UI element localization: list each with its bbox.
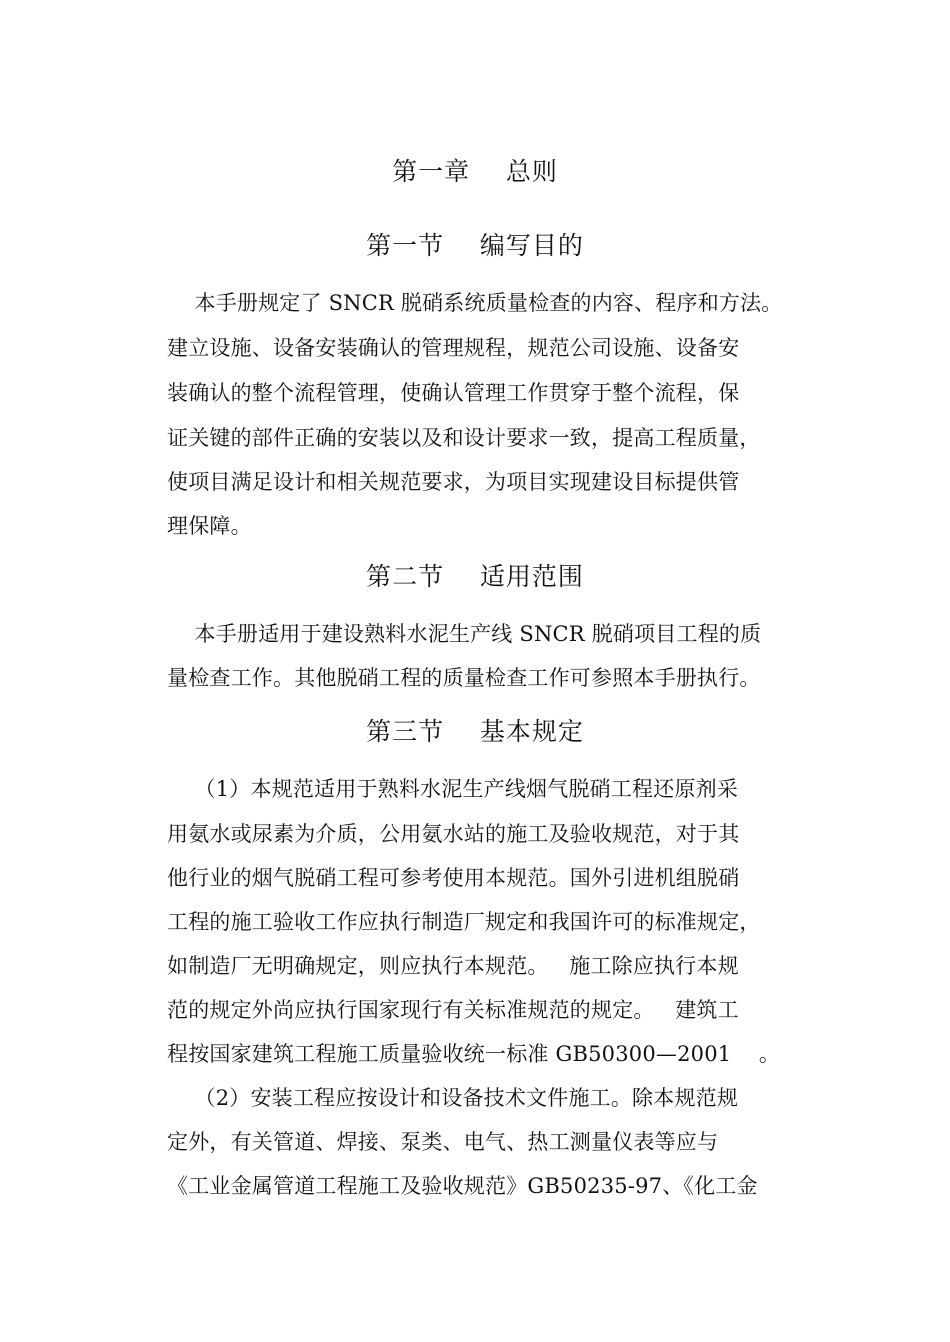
section-3-line-6: 范的规定外尚应执行国家现行有关标准规范的规定。 建筑工 xyxy=(167,998,739,1022)
section-1-line-1: 本手册规定了 SNCR 脱硝系统质量检查的内容、程序和方法。 xyxy=(167,291,783,315)
section-2-line-2: 量检查工作。其他脱硝工程的质量检查工作可参照本手册执行。 xyxy=(167,666,761,690)
section-1-line-3: 装确认的整个流程管理，使确认管理工作贯穿于整个流程，保 xyxy=(167,381,740,405)
section-3-line-5: 如制造厂无明确规定，则应执行本规范。 施工除应执行本规 xyxy=(167,954,739,978)
section-3-line-7: 程按国家建筑工程施工质量验收统一标准 GB50300—2001 。 xyxy=(167,1042,781,1066)
chapter-title: 第一章 总则 xyxy=(392,157,558,186)
section-3-title: 第三节 基本规定 xyxy=(366,717,584,746)
section-3-line-8: （2）安装工程应按设计和设备技术文件施工。除本规范规 xyxy=(167,1086,739,1110)
section-1-line-4: 证关键的部件正确的安装以及和设计要求一致，提高工程质量， xyxy=(167,426,761,450)
section-3-line-4: 工程的施工验收工作应执行制造厂规定和我国许可的标准规定， xyxy=(167,910,761,934)
section-3-line-10: 《工业金属管道工程施工及验收规范》GB50235-97、《化工金 xyxy=(167,1174,758,1198)
section-1-line-2: 建立设施、设备安装确认的管理规程，规范公司设施、设备安 xyxy=(167,336,740,360)
section-1-title: 第一节 编写目的 xyxy=(366,231,584,260)
section-3-line-3: 他行业的烟气脱硝工程可参考使用本规范。国外引进机组脱硝 xyxy=(167,866,740,890)
section-3-line-2: 用氨水或尿素为介质，公用氨水站的施工及验收规范，对于其 xyxy=(167,822,740,846)
section-3-line-1: （1）本规范适用于熟料水泥生产线烟气脱硝工程还原剂采 xyxy=(167,777,739,801)
section-2-title: 第二节 适用范围 xyxy=(366,562,584,591)
section-1-line-6: 理保障。 xyxy=(167,514,252,538)
section-2-line-1: 本手册适用于建设熟料水泥生产线 SNCR 脱硝项目工程的质 xyxy=(167,622,762,646)
section-3-line-9: 定外，有关管道、焊接、泵类、电气、热工测量仪表等应与 xyxy=(167,1130,719,1154)
section-1-line-5: 使项目满足设计和相关规范要求，为项目实现建设目标提供管 xyxy=(167,470,740,494)
